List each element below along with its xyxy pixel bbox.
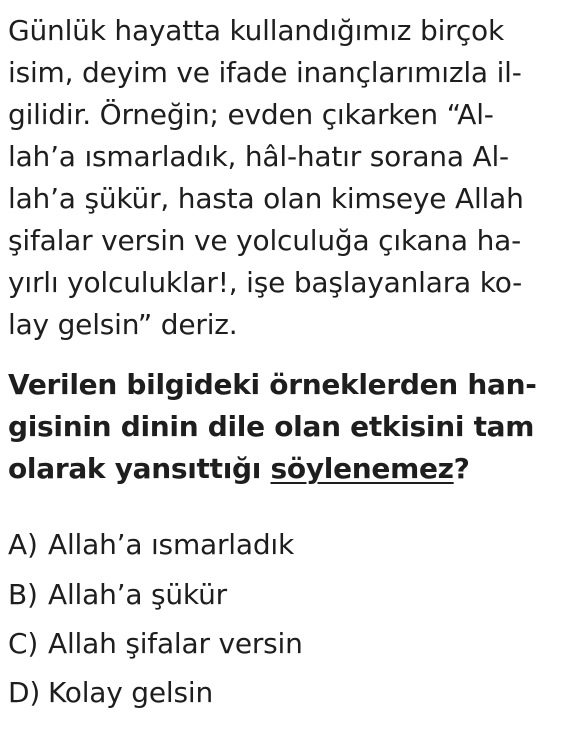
option-a[interactable] xyxy=(8,528,294,561)
option-b[interactable] xyxy=(8,578,227,611)
paragraph-line: lah’a şükür, hasta olan kimseye Allah xyxy=(8,182,524,215)
question-line: gisinin dinin dile olan etkisini tam xyxy=(8,410,535,443)
paragraph-line: lay gelsin” deriz. xyxy=(8,308,238,341)
option-letter: B) xyxy=(8,578,38,611)
option-letter: C) xyxy=(8,627,39,660)
paragraph-line: yırlı yolculuklar!, işe başlayanlara ko- xyxy=(8,266,523,299)
paragraph-line: Günlük hayatta kullandığımız birçok xyxy=(8,14,504,47)
question-line-prefix: olarak yansıttığı xyxy=(8,452,271,485)
paragraph-line: lah’a ısmarladık, hâl-hatır sorana Al- xyxy=(8,140,509,173)
option-text: Kolay gelsin xyxy=(48,676,213,709)
option-letter: D) xyxy=(8,676,41,709)
question-mark: ? xyxy=(453,452,470,485)
emphasized-negative-word: söylenemez xyxy=(270,452,454,485)
option-text: Allah’a şükür xyxy=(48,578,227,611)
option-text: Allah’a ısmarladık xyxy=(48,528,294,561)
question-line xyxy=(8,452,470,485)
question-line: Verilen bilgideki örneklerden han- xyxy=(8,368,537,401)
option-c[interactable] xyxy=(8,627,303,660)
option-letter: A) xyxy=(8,528,38,561)
paragraph-line: şifalar versin ve yolculuğa çıkana ha- xyxy=(8,224,521,257)
paragraph-line: gilidir. Örneğin; evden çıkarken “Al- xyxy=(8,98,494,131)
option-text: Allah şifalar versin xyxy=(48,627,303,660)
option-d[interactable] xyxy=(8,676,213,709)
paragraph-line: isim, deyim ve ifade inançlarımızla il- xyxy=(8,56,522,89)
